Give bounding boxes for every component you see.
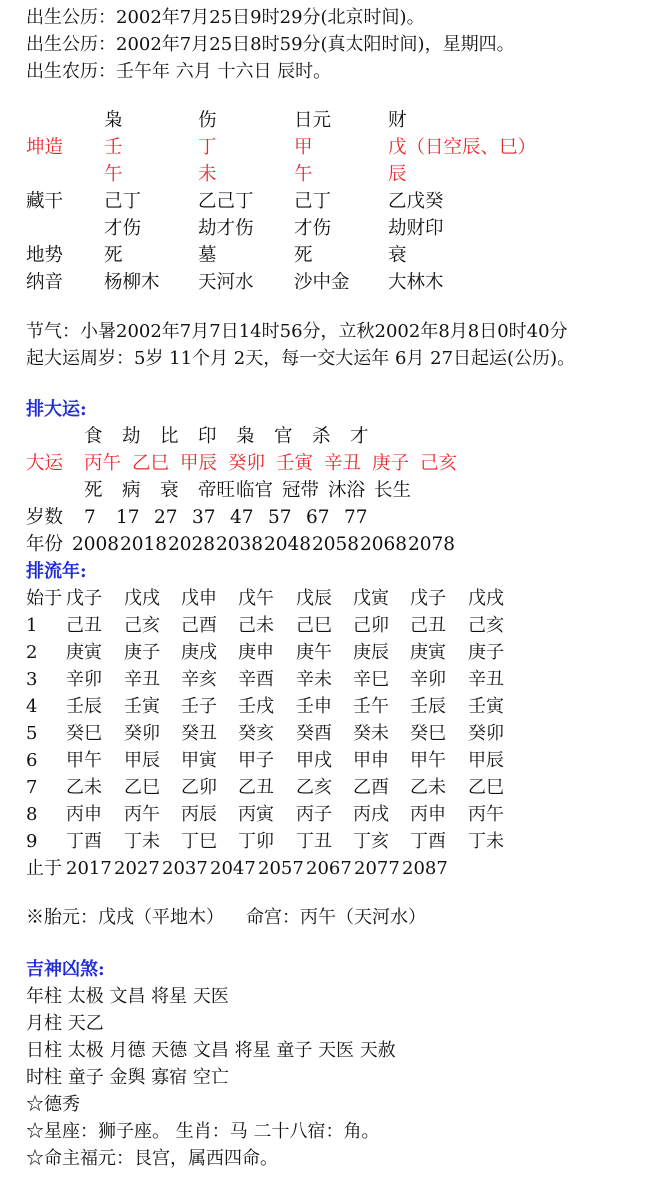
dayun-ganzhi: 辛丑 [324,453,362,474]
liunian-cell: 己亥 [468,615,504,636]
liunian-start-cell: 戊午 [238,588,274,609]
liunian-cell: 辛酉 [238,669,274,690]
pillar-canggan: 己丁 [294,191,332,212]
pillar-dishi: 死 [104,245,123,266]
birth-gregorian-beijing: 出生公历：2002年7月25日9时29分(北京时间)。 [26,7,425,28]
dayun-year: 2018 [120,534,168,555]
pillars-nayin-label: 纳音 [26,272,64,293]
pillars-dishi-label: 地势 [26,245,64,266]
liunian-end-cell: 2027 [114,858,160,879]
liunian-cell: 乙酉 [353,777,389,798]
pillars-zhi-row [26,161,407,188]
liunian-start-cell: 戊戌 [468,588,504,609]
shensha-line: 年柱 太极 文昌 将星 天医 [26,986,229,1007]
pillars-gan-row [26,134,537,161]
dayun-ganzhi: 乙巳 [132,453,170,474]
liunian-cell: 丁亥 [353,831,389,852]
dayun-year: 2038 [216,534,264,555]
taiyuan: ※胎元：戊戌（平地木） [26,907,224,928]
dayun-shishen: 杀 [312,426,331,447]
dayun-changsheng: 死 [84,480,103,501]
pillar-gan: 甲 [294,137,313,158]
liunian-cell: 己未 [238,615,274,636]
liunian-start-cell: 戊子 [410,588,446,609]
pillar-header: 枭 [104,110,123,131]
liunian-start-cell: 戊辰 [296,588,332,609]
dayun-changsheng: 病 [122,480,141,501]
pillar-canggan: 乙己丁 [198,191,254,212]
dayun-age: 67 [306,507,330,528]
liunian-cell: 乙亥 [296,777,332,798]
liunian-cell: 乙卯 [181,777,217,798]
liunian-cell: 壬子 [181,696,217,717]
liunian-end-cell: 2087 [402,858,448,879]
liunian-cell: 辛亥 [181,669,217,690]
liunian-end-cell: 2077 [354,858,400,879]
liunian-row-number: 4 [26,696,38,717]
liunian-cell: 辛丑 [468,669,504,690]
pillar-canggan-shishen: 才伤 [104,218,142,239]
dayun-age: 17 [116,507,140,528]
dayun-age: 27 [154,507,178,528]
pillars-nayin-row [26,269,444,296]
pillar-canggan-shishen: 劫才伤 [198,218,254,239]
liunian-cell: 乙巳 [468,777,504,798]
shensha-line: 时柱 童子 金舆 寡宿 空亡 [26,1067,229,1088]
pillar-zhi: 未 [198,164,217,185]
liunian-cell: 癸未 [353,723,389,744]
dayun-year-label: 年份 [26,534,64,555]
dayun-shishen-row [26,423,369,450]
dayun-changsheng: 长生 [374,480,412,501]
dayun-title: 排大运: [26,399,87,420]
liunian-cell: 癸巳 [66,723,102,744]
dayun-year: 2078 [408,534,456,555]
dayun-shishen: 食 [84,426,103,447]
liunian-cell: 己丑 [66,615,102,636]
shensha-line: ☆星座：狮子座。 生肖：马 二十八宿：角。 [26,1121,380,1142]
liunian-cell: 壬寅 [124,696,160,717]
pillar-zhi: 午 [104,164,123,185]
birth-lunar: 出生农历：壬午年 六月 十六日 辰时。 [26,61,332,82]
liunian-cell: 辛卯 [410,669,446,690]
liunian-cell: 甲午 [66,750,102,771]
liunian-cell: 辛未 [296,669,332,690]
dayun-year: 2008 [72,534,120,555]
liunian-cell: 丁未 [468,831,504,852]
liunian-row-number: 7 [26,777,38,798]
pillars-canggan-row [26,188,444,215]
pillar-nayin: 杨柳木 [104,272,160,293]
liunian-cell: 丁卯 [238,831,274,852]
liunian-cell: 癸巳 [410,723,446,744]
liunian-cell: 甲子 [238,750,274,771]
qiyun-line: 起大运周岁：5岁 11个月 2天，每一交大运年 6月 27日起运(公历)。 [26,348,576,369]
liunian-cell: 丙寅 [238,804,274,825]
liunian-row-number: 1 [26,615,38,636]
liunian-cell: 甲午 [410,750,446,771]
liunian-cell: 己酉 [181,615,217,636]
dayun-changsheng: 临官 [236,480,274,501]
liunian-cell: 庚午 [296,642,332,663]
liunian-cell: 庚辰 [353,642,389,663]
dayun-changsheng: 冠带 [282,480,320,501]
liunian-cell: 丙申 [66,804,102,825]
liunian-cell: 庚子 [124,642,160,663]
liunian-end-row [26,855,448,882]
liunian-cell: 庚寅 [410,642,446,663]
liunian-end-cell: 2067 [306,858,352,879]
dayun-age: 57 [268,507,292,528]
liunian-row-number: 9 [26,831,38,852]
liunian-row-number: 8 [26,804,38,825]
pillar-nayin: 天河水 [198,272,254,293]
liunian-row-number: 6 [26,750,38,771]
dayun-age-row [26,504,368,531]
shensha-title: 吉神凶煞: [26,959,105,980]
liunian-cell: 癸酉 [296,723,332,744]
pillar-dishi: 衰 [388,245,407,266]
liunian-cell: 己卯 [353,615,389,636]
liunian-cell: 甲申 [353,750,389,771]
shensha-line: ☆命主福元：艮宫，属西四命。 [26,1148,278,1169]
liunian-cell: 乙未 [410,777,446,798]
dayun-label: 大运 [26,453,64,474]
dayun-age: 47 [230,507,254,528]
taiyuan-minggong-row [26,904,426,931]
liunian-end-label: 止于 [26,858,62,879]
pillar-header: 财 [388,110,407,131]
pillars-canggan-label: 藏干 [26,191,64,212]
pillar-header: 日元 [294,110,332,131]
liunian-cell: 甲辰 [124,750,160,771]
liunian-cell: 癸卯 [124,723,160,744]
jieqi-line: 节气：小暑2002年7月7日14时56分，立秋2002年8月8日0时40分 [26,321,568,342]
shensha-line: 月柱 天乙 [26,1013,104,1034]
liunian-cell: 辛丑 [124,669,160,690]
dayun-shishen: 劫 [122,426,141,447]
liunian-start-cell: 戊戌 [124,588,160,609]
pillar-nayin: 沙中金 [294,272,350,293]
pillar-canggan-shishen: 劫财印 [388,218,444,239]
pillar-canggan-shishen: 才伤 [294,218,332,239]
dayun-changsheng-row [26,477,412,504]
dayun-year: 2058 [312,534,360,555]
liunian-cell: 乙巳 [124,777,160,798]
liunian-cell: 丙辰 [181,804,217,825]
liunian-cell: 癸丑 [181,723,217,744]
pillar-gan: 戊（日空辰、巳） [388,137,537,158]
liunian-cell: 癸卯 [468,723,504,744]
pillar-zhi: 午 [294,164,313,185]
liunian-start-cell: 戊申 [181,588,217,609]
liunian-cell: 丁未 [124,831,160,852]
pillars-header-row [26,107,407,134]
liunian-start-cell: 戊寅 [353,588,389,609]
dayun-ganzhi: 壬寅 [276,453,314,474]
birth-gregorian-solar: 出生公历：2002年7月25日8时59分(真太阳时间)，星期四。 [26,34,515,55]
liunian-cell: 壬辰 [410,696,446,717]
dayun-changsheng: 帝旺 [198,480,236,501]
liunian-cell: 丙戌 [353,804,389,825]
pillar-dishi: 墓 [198,245,217,266]
liunian-cell: 丙申 [410,804,446,825]
liunian-cell: 壬辰 [66,696,102,717]
dayun-shishen: 印 [198,426,217,447]
liunian-cell: 辛巳 [353,669,389,690]
liunian-cell: 丙子 [296,804,332,825]
liunian-row-number: 3 [26,669,38,690]
pillar-canggan: 己丁 [104,191,142,212]
dayun-year: 2048 [264,534,312,555]
liunian-cell: 丙午 [468,804,504,825]
liunian-cell: 己丑 [410,615,446,636]
liunian-start-cell: 戊子 [66,588,102,609]
dayun-year-row [26,531,456,558]
liunian-cell: 丁巳 [181,831,217,852]
dayun-shishen: 官 [274,426,293,447]
dayun-ganzhi-row [26,450,458,477]
dayun-shishen: 才 [350,426,369,447]
liunian-cell: 癸亥 [238,723,274,744]
liunian-start-row [26,585,504,612]
liunian-cell: 乙丑 [238,777,274,798]
dayun-year: 2028 [168,534,216,555]
pillars-gan-label: 坤造 [26,137,64,158]
minggong: 命宫：丙午（天河水） [246,907,426,928]
liunian-cell: 甲戌 [296,750,332,771]
liunian-cell: 庚寅 [66,642,102,663]
liunian-title: 排流年: [26,561,87,582]
liunian-cell: 庚戌 [181,642,217,663]
dayun-shishen: 枭 [236,426,255,447]
dayun-ganzhi: 庚子 [372,453,410,474]
dayun-age-label: 岁数 [26,507,64,528]
liunian-cell: 乙未 [66,777,102,798]
dayun-age: 37 [192,507,216,528]
liunian-cell: 庚子 [468,642,504,663]
pillar-nayin: 大林木 [388,272,444,293]
liunian-cell: 壬戌 [238,696,274,717]
liunian-end-cell: 2057 [258,858,304,879]
dayun-ganzhi: 癸卯 [228,453,266,474]
liunian-row-number: 2 [26,642,38,663]
liunian-cell: 庚申 [238,642,274,663]
dayun-age: 77 [344,507,368,528]
liunian-cell: 丙午 [124,804,160,825]
pillar-gan: 丁 [198,137,217,158]
dayun-ganzhi: 己亥 [420,453,458,474]
shensha-line: 日柱 太极 月德 天德 文昌 将星 童子 天医 天赦 [26,1040,396,1061]
dayun-ganzhi: 丙午 [84,453,122,474]
liunian-cell: 甲辰 [468,750,504,771]
pillar-dishi: 死 [294,245,313,266]
liunian-end-cell: 2017 [66,858,112,879]
liunian-cell: 丁酉 [66,831,102,852]
liunian-cell: 己巳 [296,615,332,636]
liunian-cell: 壬申 [296,696,332,717]
liunian-cell: 壬午 [353,696,389,717]
dayun-age: 7 [84,507,96,528]
dayun-shishen: 比 [160,426,179,447]
dayun-changsheng: 衰 [160,480,179,501]
liunian-cell: 壬寅 [468,696,504,717]
liunian-cell: 甲寅 [181,750,217,771]
dayun-changsheng: 沐浴 [328,480,366,501]
liunian-end-cell: 2047 [210,858,256,879]
liunian-row-number: 5 [26,723,38,744]
dayun-ganzhi: 甲辰 [180,453,218,474]
liunian-cell: 丁酉 [410,831,446,852]
pillar-header: 伤 [198,110,217,131]
dayun-year: 2068 [360,534,408,555]
liunian-cell: 辛卯 [66,669,102,690]
pillar-zhi: 辰 [388,164,407,185]
pillars-canggan-shishen-row [26,215,444,242]
pillar-canggan: 乙戊癸 [388,191,444,212]
shensha-line: ☆德秀 [26,1094,80,1115]
liunian-start-label: 始于 [26,588,62,609]
pillars-dishi-row [26,242,407,269]
liunian-cell: 己亥 [124,615,160,636]
liunian-cell: 丁丑 [296,831,332,852]
pillar-gan: 壬 [104,137,123,158]
liunian-end-cell: 2037 [162,858,208,879]
